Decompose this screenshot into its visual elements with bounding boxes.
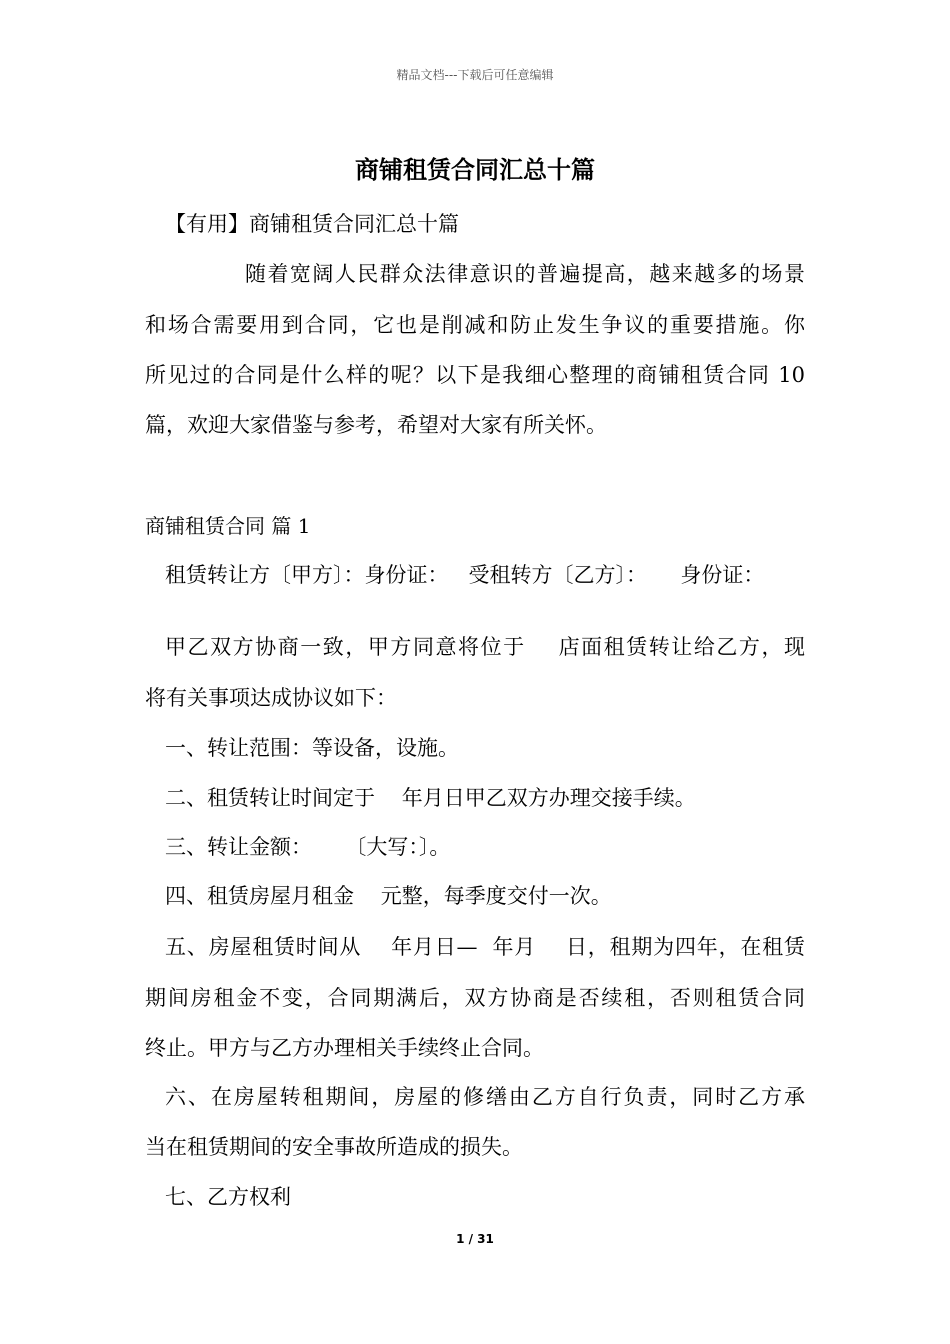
header-note: 精品文档---下载后可任意编辑 — [396, 68, 554, 82]
body-line: 五、房屋租赁时间从 年月日— 年月 日，租期为四年，在租赁 — [165, 935, 805, 959]
body-line: 终止。甲方与乙方办理相关手续终止合同。 — [145, 1036, 544, 1060]
intro-line: 和场合需要用到合同，它也是削减和防止发生争议的重要措施。你 — [145, 313, 805, 337]
intro-line: 随着宽阔人民群众法律意识的普遍提高，越来越多的场景 — [245, 262, 805, 286]
parties-line: 租赁转让方〔甲方〕：身份证： 受租转方〔乙方〕： 身份证： — [165, 563, 765, 587]
document-subtitle: 【有用】商铺租赁合同汇总十篇 — [165, 212, 459, 236]
body-line: 四、租赁房屋月租金 元整，每季度交付一次。 — [165, 884, 612, 908]
document-title: 商铺租赁合同汇总十篇 — [355, 156, 595, 184]
body-line: 七、乙方权利 — [165, 1185, 291, 1209]
body-line: 期间房租金不变，合同期满后，双方协商是否续租，否则租赁合同 — [145, 986, 805, 1010]
intro-line: 所见过的合同是什么样的呢？以下是我细心整理的商铺租赁合同 10 — [145, 363, 805, 387]
body-line: 三、转让金额： 〔大写：〕。 — [165, 835, 451, 859]
body-line: 一、转让范围：等设备，设施。 — [165, 736, 459, 760]
section-heading: 商铺租赁合同 篇 1 — [145, 514, 311, 538]
body-line: 六、在房屋转租期间，房屋的修缮由乙方自行负责，同时乙方承 — [165, 1085, 805, 1109]
intro-line: 篇，欢迎大家借鉴与参考，希望对大家有所关怀。 — [145, 413, 607, 437]
body-line: 当在租赁期间的安全事故所造成的损失。 — [145, 1135, 523, 1159]
body-line: 将有关事项达成协议如下： — [145, 686, 397, 710]
body-line: 甲乙双方协商一致，甲方同意将位于 店面租赁转让给乙方，现 — [165, 635, 805, 659]
page-number: 1 / 31 — [456, 1232, 494, 1246]
body-line: 二、租赁转让时间定于 年月日甲乙双方办理交接手续。 — [165, 786, 696, 810]
